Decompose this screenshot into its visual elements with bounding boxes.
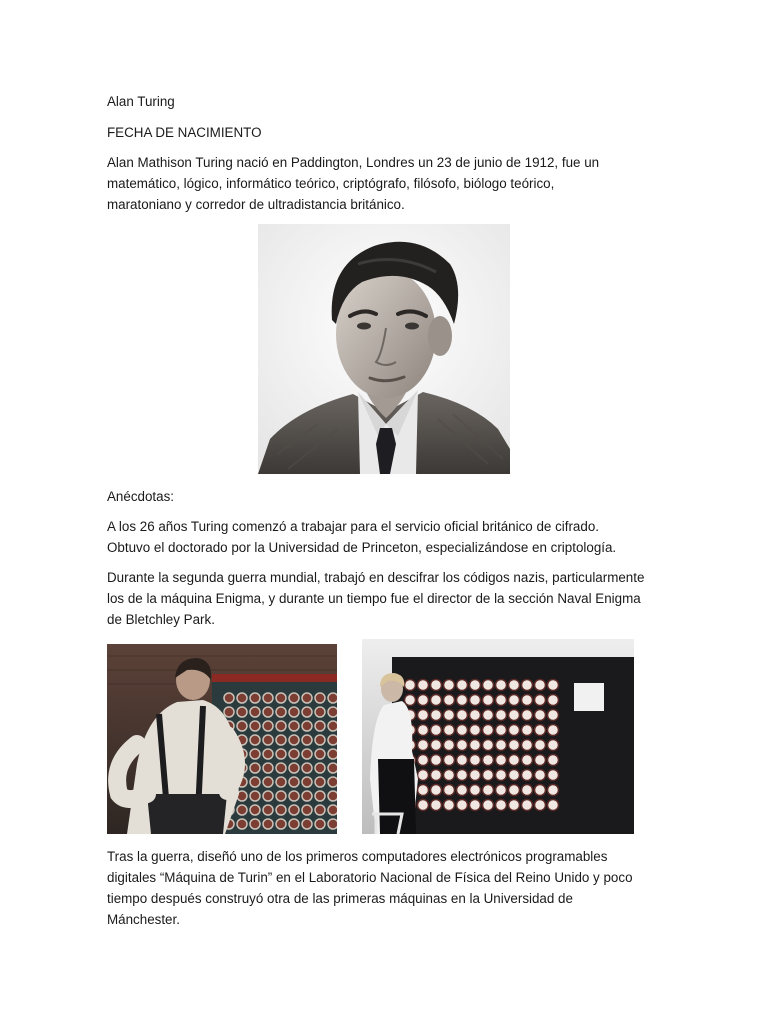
- paragraph-line: digitales “Máquina de Turin” en el Laboratorio Nacional de Física del Reino Unido y poco: [107, 870, 633, 885]
- paragraph-line: tiempo después construyó otra de las primeras máquinas en la Universidad de: [107, 891, 573, 906]
- paragraph-line: A los 26 años Turing comenzó a trabajar para el servicio oficial británico de cifrado.: [107, 519, 599, 534]
- intro-paragraph: [107, 152, 667, 215]
- document-title: Alan Turing: [107, 94, 175, 109]
- bombe-machine-man-photo: [107, 644, 337, 834]
- paragraph-line: de Bletchley Park.: [107, 612, 215, 627]
- bombe-machine-woman-photo: [362, 639, 634, 834]
- paragraph-line: Durante la segunda guerra mundial, trabajó en descifrar los códigos nazis, particularmente: [107, 570, 645, 585]
- intro-line: Alan Mathison Turing nació en Paddington, Londres un 23 de junio de 1912, fue un: [107, 155, 600, 170]
- paragraph-line: Obtuvo el doctorado por la Universidad de Princeton, especializándose en criptología.: [107, 540, 617, 555]
- intro-line: maratoniano y corredor de ultradistancia británico.: [107, 197, 405, 212]
- birth-heading: FECHA DE NACIMIENTO: [107, 125, 262, 140]
- paragraph-line: Tras la guerra, diseñó uno de los primeros computadores electrónicos programables: [107, 849, 608, 864]
- paragraph-line: los de la máquina Enigma, y durante un tiempo fue el director de la sección Naval Enigma: [107, 591, 641, 606]
- anecdotes-heading: Anécdotas:: [107, 489, 174, 504]
- turing-portrait-image: [258, 224, 510, 474]
- anecdote-paragraph-2: [107, 567, 667, 630]
- paragraph-line: Mánchester.: [107, 912, 180, 927]
- intro-line: matemático, lógico, informático teórico, criptógrafo, filósofo, biólogo teórico,: [107, 176, 555, 191]
- postwar-paragraph: [107, 846, 667, 930]
- anecdote-paragraph-1: [107, 516, 667, 558]
